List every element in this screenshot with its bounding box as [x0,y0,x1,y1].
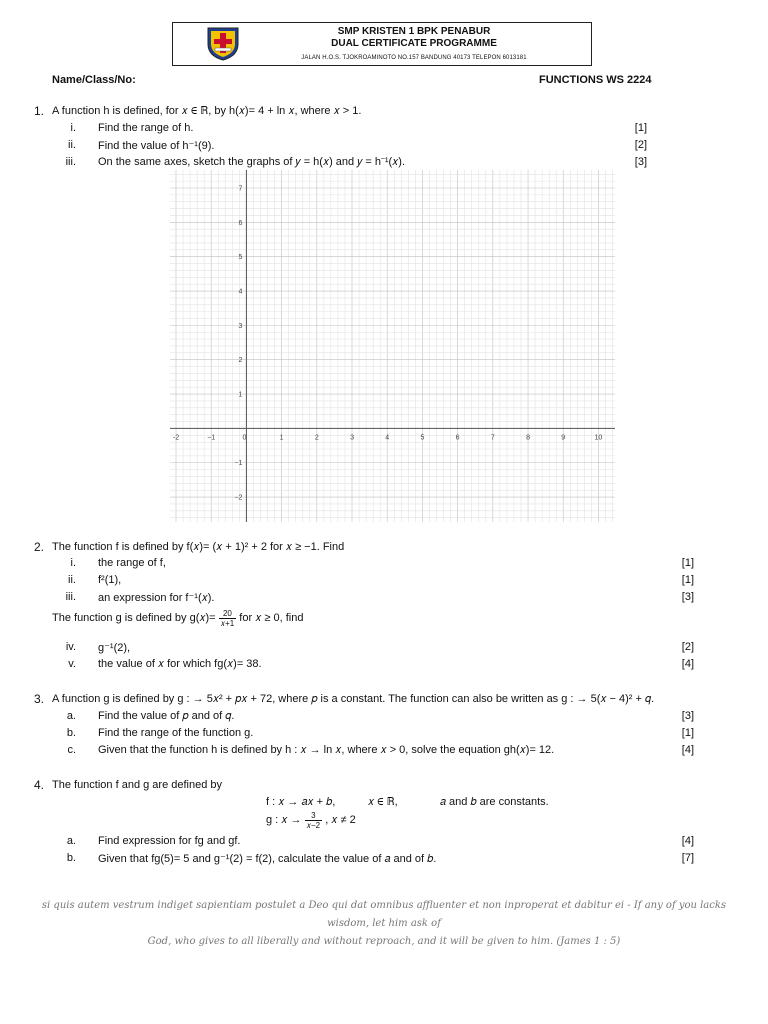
school-name: SMP KRISTEN 1 BPK PENABUR [337,26,491,37]
x-tick-label: -2 [172,434,180,442]
q2-g-post: for 𝑥 ≥ 0, find [239,612,304,624]
q1-part-marks: [3] [634,156,647,168]
x-tick-label: 10 [594,434,603,442]
q3-number: 3. [34,692,45,706]
q4-g-fraction [305,811,323,830]
q3-part-marks: [4] [681,744,694,756]
x-tick-label: 4 [385,434,390,442]
q4-g-numerator: 3 [305,811,323,821]
y-tick-label: 2 [238,357,243,365]
q1-text: A function h is defined, for 𝑥 ∈ ℝ, by h(𝑥)= 4 + ln 𝑥, where 𝑥 > 1. [52,105,362,117]
y-tick-label: 1 [238,391,243,399]
q4-part-marks: [7] [681,852,694,864]
q2-part-marks: [3] [681,591,694,603]
q2-part-text: f²(1), [98,574,122,586]
grid-lines [170,170,615,522]
q2-number: 2. [34,540,45,554]
x-tick-label: 2 [314,434,319,442]
q2-part-text: an expression for f⁻¹(𝑥). [98,592,215,604]
x-tick-label: 8 [526,434,530,442]
x-tick-label: 5 [420,434,425,442]
school-address: JALAN H.O.S. TJOKROAMINOTO NO.157 BANDUNG 40173 TELEPON 6013181 [301,55,527,61]
q2-part-label: iii. [65,591,76,603]
q3-part-label: c. [67,744,76,756]
q2-part-marks: [2] [681,641,694,653]
q2-g-definition [52,606,303,630]
q3-part-text: Find the value of 𝑝 and of 𝑞. [98,710,235,722]
x-tick-label: 7 [490,434,495,442]
q2-g-numerator: 20 [219,609,237,619]
q3-part-label: b. [66,727,76,739]
q2-g-pre: The function g is defined by g(𝑥)= [52,612,216,624]
school-crest-icon [204,24,242,62]
q2-part-label: iv. [65,641,76,653]
q2-part-marks: [1] [681,574,694,586]
q4-f-constants: 𝑎 and 𝑏 are constants. [440,796,549,808]
footer-line-2: God, who gives to all liberally and without reproach, and it will be given to him. (James 1 : 5) [147,936,621,947]
blank-coordinate-grid[interactable] [170,170,615,522]
q2-part-marks: [4] [681,658,694,670]
q1-part-text: On the same axes, sketch the graphs of 𝑦 = h(𝑥) and 𝑦 = h⁻¹(𝑥). [98,156,406,168]
q1-part-marks: [1] [634,122,647,134]
q3-part-text: Find the range of the function g. [98,727,254,739]
q2-part-text: the value of 𝑥 for which fg(𝑥)= 38. [98,658,262,670]
grid-tick-labels [173,186,603,502]
x-tick-label: 3 [350,434,354,442]
name-class-no-label: Name/Class/No: [52,74,136,86]
x-tick-label: 1 [279,434,284,442]
q2-part-text: g⁻¹(2), [98,642,131,654]
q3-part-label: a. [66,710,76,722]
q3-part-marks: [3] [681,710,694,722]
q1-part-label: ii. [68,139,76,151]
bible-verse-footer [30,897,738,951]
x-tick-label: 9 [561,434,566,442]
q4-f-domain: 𝑥 ∈ ℝ, [368,796,398,808]
q3-part-text: Given that the function h is defined by h : 𝑥 → ln 𝑥, where 𝑥 > 0, solve the equation gh(𝑥)= 12. [98,744,555,756]
q1-part-label: iii. [65,156,76,168]
q4-part-text: Find expression for fg and gf. [98,835,241,847]
y-tick-label: 6 [238,219,243,227]
q1-part-marks: [2] [634,139,647,151]
q2-part-marks: [1] [681,557,694,569]
q4-text: The function f and g are defined by [52,779,223,791]
q2-part-label: v. [68,658,76,670]
y-tick-label: 5 [238,254,243,262]
y-tick-label: 4 [238,288,243,296]
q4-g-definition [266,808,356,832]
q4-f-definition: f : 𝑥 → 𝑎𝑥 + 𝑏, [266,796,336,808]
q1-part-label: i. [70,122,76,134]
q4-part-marks: [4] [681,835,694,847]
x-tick-label: −1 [207,434,216,442]
q2-part-label: i. [70,557,76,569]
q1-number: 1. [34,104,45,118]
q4-part-label: b. [66,852,76,864]
q4-number: 4. [34,778,45,792]
q4-g-post: , 𝑥 ≠ 2 [325,814,356,826]
q2-g-denominator: 𝑥+1 [220,618,235,628]
x-tick-label: 6 [455,434,460,442]
q4-part-label: a. [66,835,76,847]
x-tick-label: 0 [242,434,247,442]
q4-part-text: Given that fg(5)= 5 and g⁻¹(2) = f(2), calculate the value of 𝑎 and of 𝑏. [98,853,437,865]
q2-part-text: the range of f, [98,557,166,569]
y-tick-label: −1 [234,460,243,468]
q2-part-label: ii. [68,574,76,586]
q1-part-text: Find the value of h⁻¹(9). [98,140,215,152]
q2-g-fraction [219,609,237,628]
footer-line-1: si quis autem vestrum indiget sapientiam postulet a Deo qui dat omnibus affluenter et non inproperat et dabitur ei - If any of you lacks wisdom, let him ask of [41,900,727,929]
programme-name: DUAL CERTIFICATE PROGRAMME [331,38,497,49]
q4-g-denominator: 𝑥−2 [306,820,321,830]
y-tick-label: 3 [238,322,243,330]
worksheet-title: FUNCTIONS WS 2224 [539,74,652,86]
q4-g-pre: g : 𝑥 → [266,814,302,826]
q3-part-marks: [1] [681,727,694,739]
y-tick-label: 7 [238,185,243,193]
y-tick-label: −2 [234,494,243,502]
q1-part-text: Find the range of h. [98,122,194,134]
q2-text: The function f is defined by f(𝑥)= (𝑥 + 1)² + 2 for 𝑥 ≥ −1. Find [52,541,345,553]
q3-text: A function g is defined by g : → 5𝑥² + 𝑝𝑥 + 72, where 𝑝 is a constant. The function can also be written as g : → 5(𝑥 − 4)² + 𝑞. [52,693,655,705]
